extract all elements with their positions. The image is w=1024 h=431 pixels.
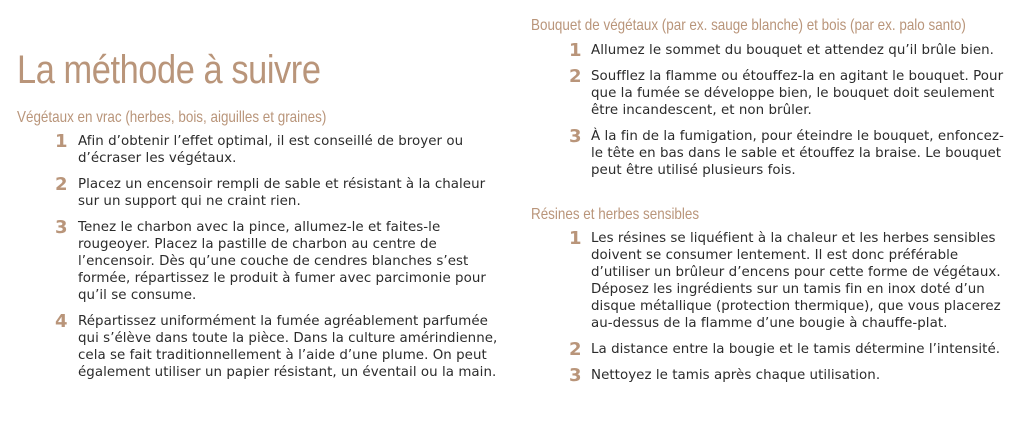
- step-text: Afin d’obtenir l’effet optimal, il est conseillé de broyer ou d’écraser les végétaux.: [78, 134, 464, 166]
- step-text: Nettoyez le tamis après chaque utilisation.: [591, 368, 881, 383]
- step-item: [55, 313, 500, 381]
- step-item: [569, 341, 1014, 358]
- step-text: Les résines se liquéfient à la chaleur et les herbes sensibles doivent se consumer lentement. Il est donc préférable d’utiliser un brûleur d’encens pour cette forme de végétaux. Déposez les ingrédients sur un tamis fin en inox doté d’un disque métallique (protection thermique), que vous placerez au-dessus de la flamme d’une bougie à chauffe-plat.: [591, 231, 1001, 331]
- step-number: 1: [55, 131, 68, 152]
- step-text: Soufflez la flamme ou étouffez-la en agitant le bouquet. Pour que la fumée se développe bien, le bouquet doit seulement être incandescent, et non brûler.: [591, 69, 1004, 118]
- step-number: 3: [569, 126, 582, 147]
- step-item: [569, 367, 1014, 384]
- section-heading-bouquet: Bouquet de végétaux (par ex. sauge blanche) et bois (par ex. palo santo): [531, 17, 966, 34]
- page-title: La méthode à suivre: [17, 48, 321, 92]
- step-text: La distance entre la bougie et le tamis détermine l’intensité.: [591, 342, 1001, 357]
- step-item: [55, 133, 500, 167]
- steps-list-resins: [569, 230, 1014, 393]
- section-heading-loose-plants: Végétaux en vrac (herbes, bois, aiguilles et graines): [17, 109, 327, 126]
- step-number: 4: [55, 311, 68, 332]
- step-number: 3: [55, 217, 68, 238]
- section-heading-resins: Résines et herbes sensibles: [531, 206, 700, 223]
- step-text: Allumez le sommet du bouquet et attendez qu’il brûle bien.: [591, 43, 994, 58]
- step-text: Répartissez uniformément la fumée agréablement parfumée qui s’élève dans toute la pièce. Dans la culture amérindienne, cela se fait traditionnellement à l’aide d’une plume. On peut également utiliser un papier résistant, un éventail ou la main.: [78, 314, 498, 380]
- steps-list-bouquet: [569, 42, 1014, 188]
- step-number: 1: [569, 40, 582, 61]
- step-item: [569, 42, 1014, 59]
- step-text: Tenez le charbon avec la pince, allumez-le et faites-le rougeoyer. Placez la pastille de charbon au centre de l’encensoir. Dès qu’une couche de cendres blanches s’est formée, répartissez le produit à fumer avec parcimonie pour qu’il se consume.: [78, 220, 486, 303]
- step-number: 3: [569, 365, 582, 386]
- step-text: À la fin de la fumigation, pour éteindre le bouquet, enfoncez-le tête en bas dans le sable et étouffez la braise. Le bouquet peut être utilisé plusieurs fois.: [591, 129, 1004, 178]
- step-item: [569, 230, 1014, 332]
- step-item: [569, 68, 1014, 119]
- step-number: 2: [569, 66, 582, 87]
- step-item: [569, 128, 1014, 179]
- step-number: 1: [569, 228, 582, 249]
- step-number: 2: [569, 339, 582, 360]
- steps-list-loose-plants: [55, 133, 500, 390]
- step-item: [55, 176, 500, 210]
- step-text: Placez un encensoir rempli de sable et résistant à la chaleur sur un support qui ne craint rien.: [78, 177, 486, 209]
- step-item: [55, 219, 500, 304]
- step-number: 2: [55, 174, 68, 195]
